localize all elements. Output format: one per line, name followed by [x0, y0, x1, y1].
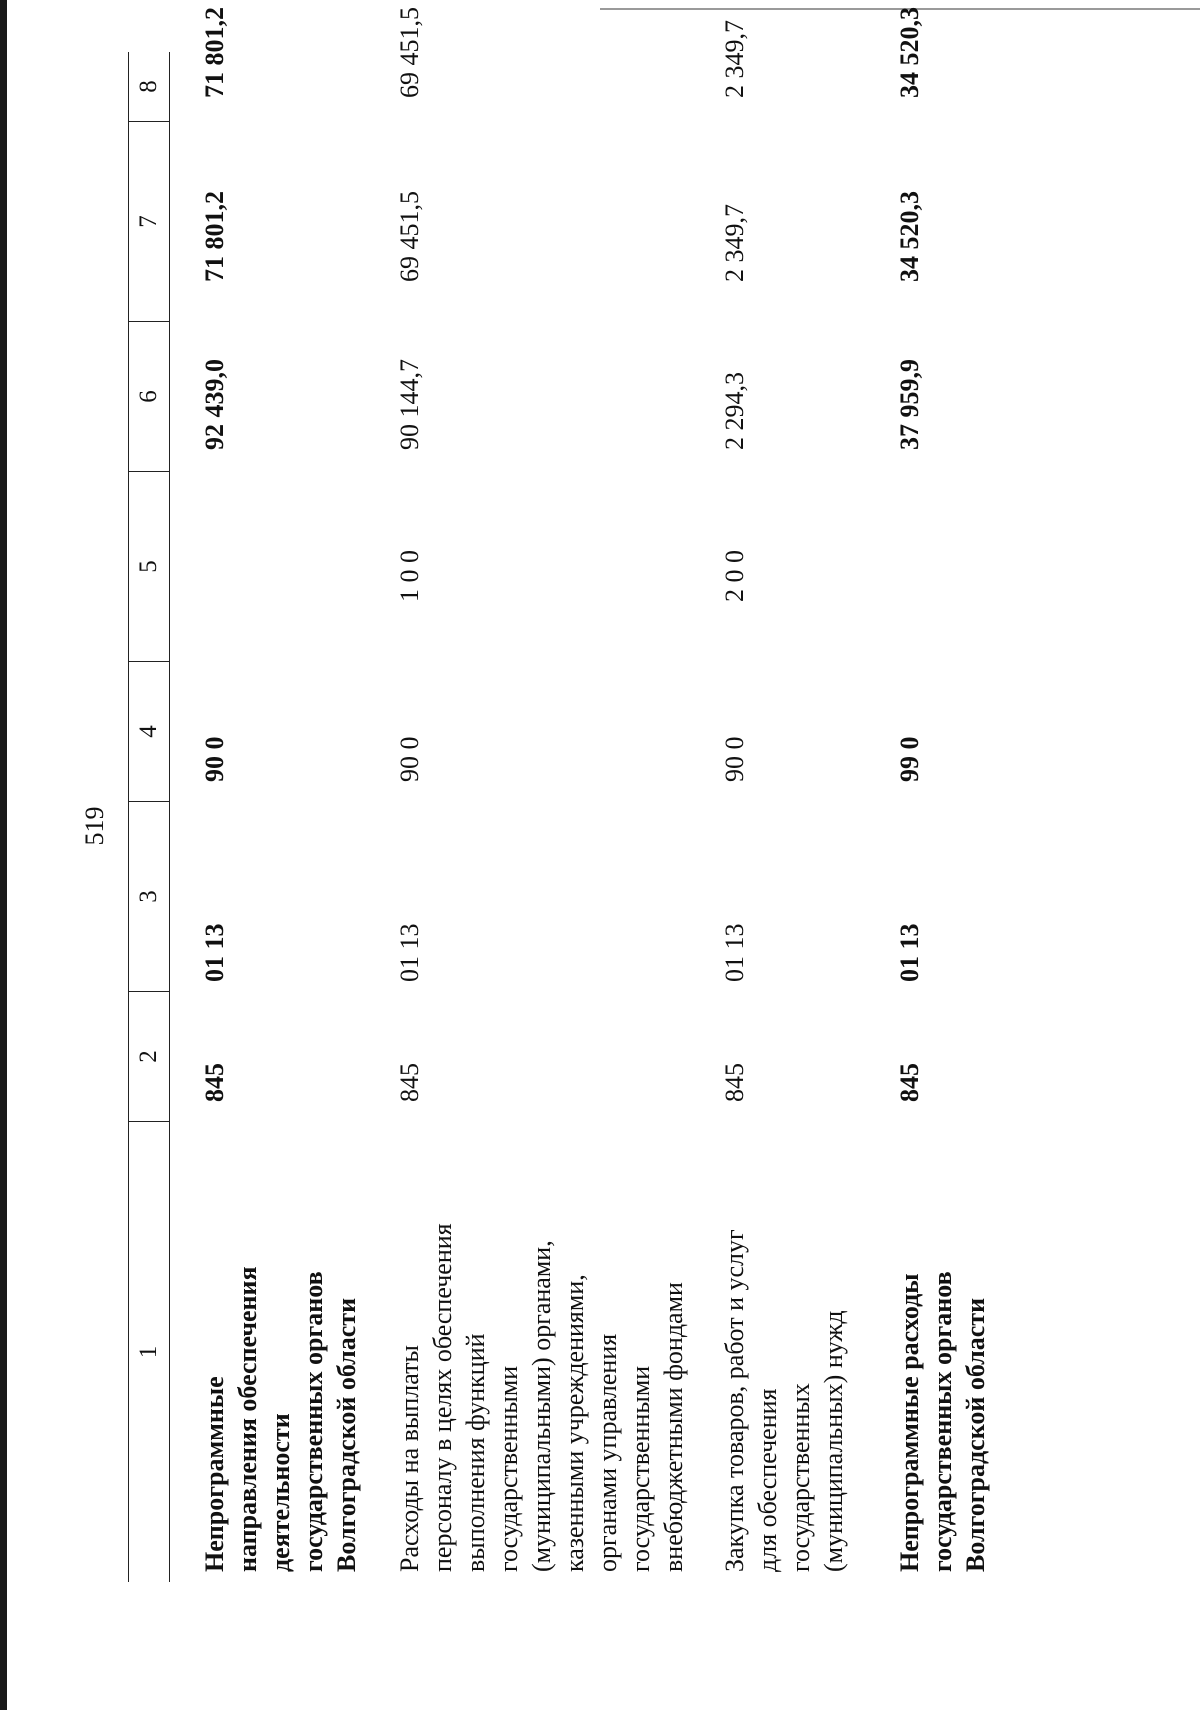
label-line: Непрограммные расходы — [895, 1273, 924, 1572]
label-line: Закупка товаров, работ и услуг — [720, 1229, 749, 1572]
header-col-8: 8 — [129, 52, 169, 122]
label-line: Непрограммные — [200, 1376, 229, 1572]
cell-col-7: 2 349,7 — [720, 204, 749, 282]
label-line: (муниципальных) нужд — [819, 1310, 848, 1572]
header-col-5: 5 — [129, 472, 169, 662]
cell-col-5: 2 0 0 — [720, 550, 749, 602]
label-line: государственными — [494, 1365, 523, 1572]
label-line: для обеспечения — [753, 1388, 782, 1572]
cell-col-8: 34 520,3 — [895, 7, 924, 98]
label-line: Волгоградской области — [332, 1297, 361, 1572]
label-line: Волгоградской области — [961, 1297, 990, 1572]
cell-col-3: 01 13 — [200, 923, 229, 982]
row-label — [893, 1222, 992, 1572]
cell-col-4: 99 0 — [895, 736, 924, 782]
cell-col-3: 01 13 — [720, 923, 749, 982]
cell-col-6: 2 294,3 — [720, 372, 749, 450]
label-line: внебюджетными фондами — [659, 1282, 688, 1572]
cell-col-6: 90 144,7 — [395, 359, 424, 450]
cell-col-6: 37 959,9 — [895, 359, 924, 450]
cell-col-2: 845 — [895, 1063, 924, 1102]
cell-col-2: 845 — [200, 1063, 229, 1102]
label-line: органами управления — [593, 1333, 622, 1572]
cell-col-7: 71 801,2 — [200, 191, 229, 282]
label-line: направления обеспечения — [233, 1266, 262, 1572]
label-line: выполнения функций — [461, 1333, 490, 1572]
header-col-7: 7 — [129, 122, 169, 322]
label-line: государственных органов — [928, 1271, 957, 1572]
label-line: казенными учреждениями, — [560, 1274, 589, 1572]
row-label — [718, 1222, 850, 1572]
label-line: государственных — [786, 1383, 815, 1572]
cell-col-2: 845 — [720, 1063, 749, 1102]
row-label — [393, 1222, 690, 1572]
label-line: государственных органов — [299, 1271, 328, 1572]
cell-col-7: 34 520,3 — [895, 191, 924, 282]
cell-col-5: 1 0 0 — [395, 550, 424, 602]
cell-col-6: 92 439,0 — [200, 359, 229, 450]
row-label — [198, 1222, 363, 1572]
header-col-4: 4 — [129, 662, 169, 802]
budget-table — [128, 7, 990, 1582]
cell-col-3: 01 13 — [395, 923, 424, 982]
cell-col-4: 90 0 — [720, 736, 749, 782]
cell-col-4: 90 0 — [395, 736, 424, 782]
label-line: персоналу в целях обеспечения — [428, 1223, 457, 1572]
cell-col-2: 845 — [395, 1063, 424, 1102]
label-line: деятельности — [266, 1413, 295, 1572]
cell-col-8: 71 801,2 — [200, 7, 229, 98]
cell-col-7: 69 451,5 — [395, 191, 424, 282]
header-col-2: 2 — [129, 992, 169, 1122]
label-line: государственными — [626, 1365, 655, 1572]
header-col-6: 6 — [129, 322, 169, 472]
table-header — [128, 52, 170, 1582]
cell-col-8: 2 349,7 — [720, 20, 749, 98]
cell-col-3: 01 13 — [895, 923, 924, 982]
cell-col-8: 69 451,5 — [395, 7, 424, 98]
header-col-3: 3 — [129, 802, 169, 992]
label-line: Расходы на выплаты — [395, 1345, 424, 1572]
page-number: 519 — [80, 806, 109, 846]
label-line: (муниципальными) органами, — [527, 1240, 556, 1572]
cell-col-4: 90 0 — [200, 736, 229, 782]
header-col-1: 1 — [135, 1345, 162, 1359]
